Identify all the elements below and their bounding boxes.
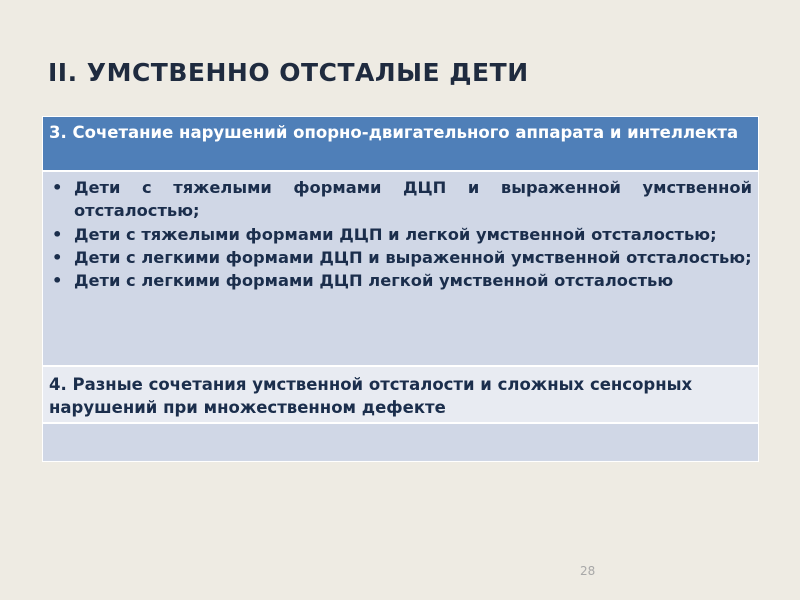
list-item xyxy=(49,246,752,269)
bullet-icon: • xyxy=(52,178,63,197)
list-item-text: Дети с легкими формами ДЦП и выраженной умственной отсталостью; xyxy=(74,247,752,267)
bullet-icon: • xyxy=(52,271,63,291)
bullet-icon: • xyxy=(52,224,63,244)
header-row-text: 3. Сочетание нарушений опорно-двигательного аппарата и интеллекта xyxy=(49,123,739,142)
bullet-list xyxy=(49,176,752,292)
table-empty-row xyxy=(43,424,758,461)
list-item-text: Дети с легкими формами ДЦП легкой умственной отсталостью xyxy=(74,271,674,291)
bullet-icon: • xyxy=(52,247,63,267)
table-header-row xyxy=(43,117,758,172)
list-item xyxy=(49,176,752,223)
slide-title: II. УМСТВЕННО ОТСТАЛЫЕ ДЕТИ xyxy=(48,58,529,87)
row-four-text: 4. Разные сочетания умственной отсталости и сложных сенсорных нарушений при множественном дефекте xyxy=(49,375,693,417)
content-table xyxy=(42,116,759,462)
list-item-text: Дети с тяжелыми формами ДЦП и выраженной умственной отсталостью; xyxy=(74,178,752,221)
page-number: 28 xyxy=(580,564,596,578)
list-item xyxy=(49,269,752,292)
list-item-text: Дети с тяжелыми формами ДЦП и легкой умственной отсталостью; xyxy=(74,224,717,244)
bullet-list-row xyxy=(43,172,758,367)
table-row-four xyxy=(43,367,758,424)
list-item xyxy=(49,223,752,246)
